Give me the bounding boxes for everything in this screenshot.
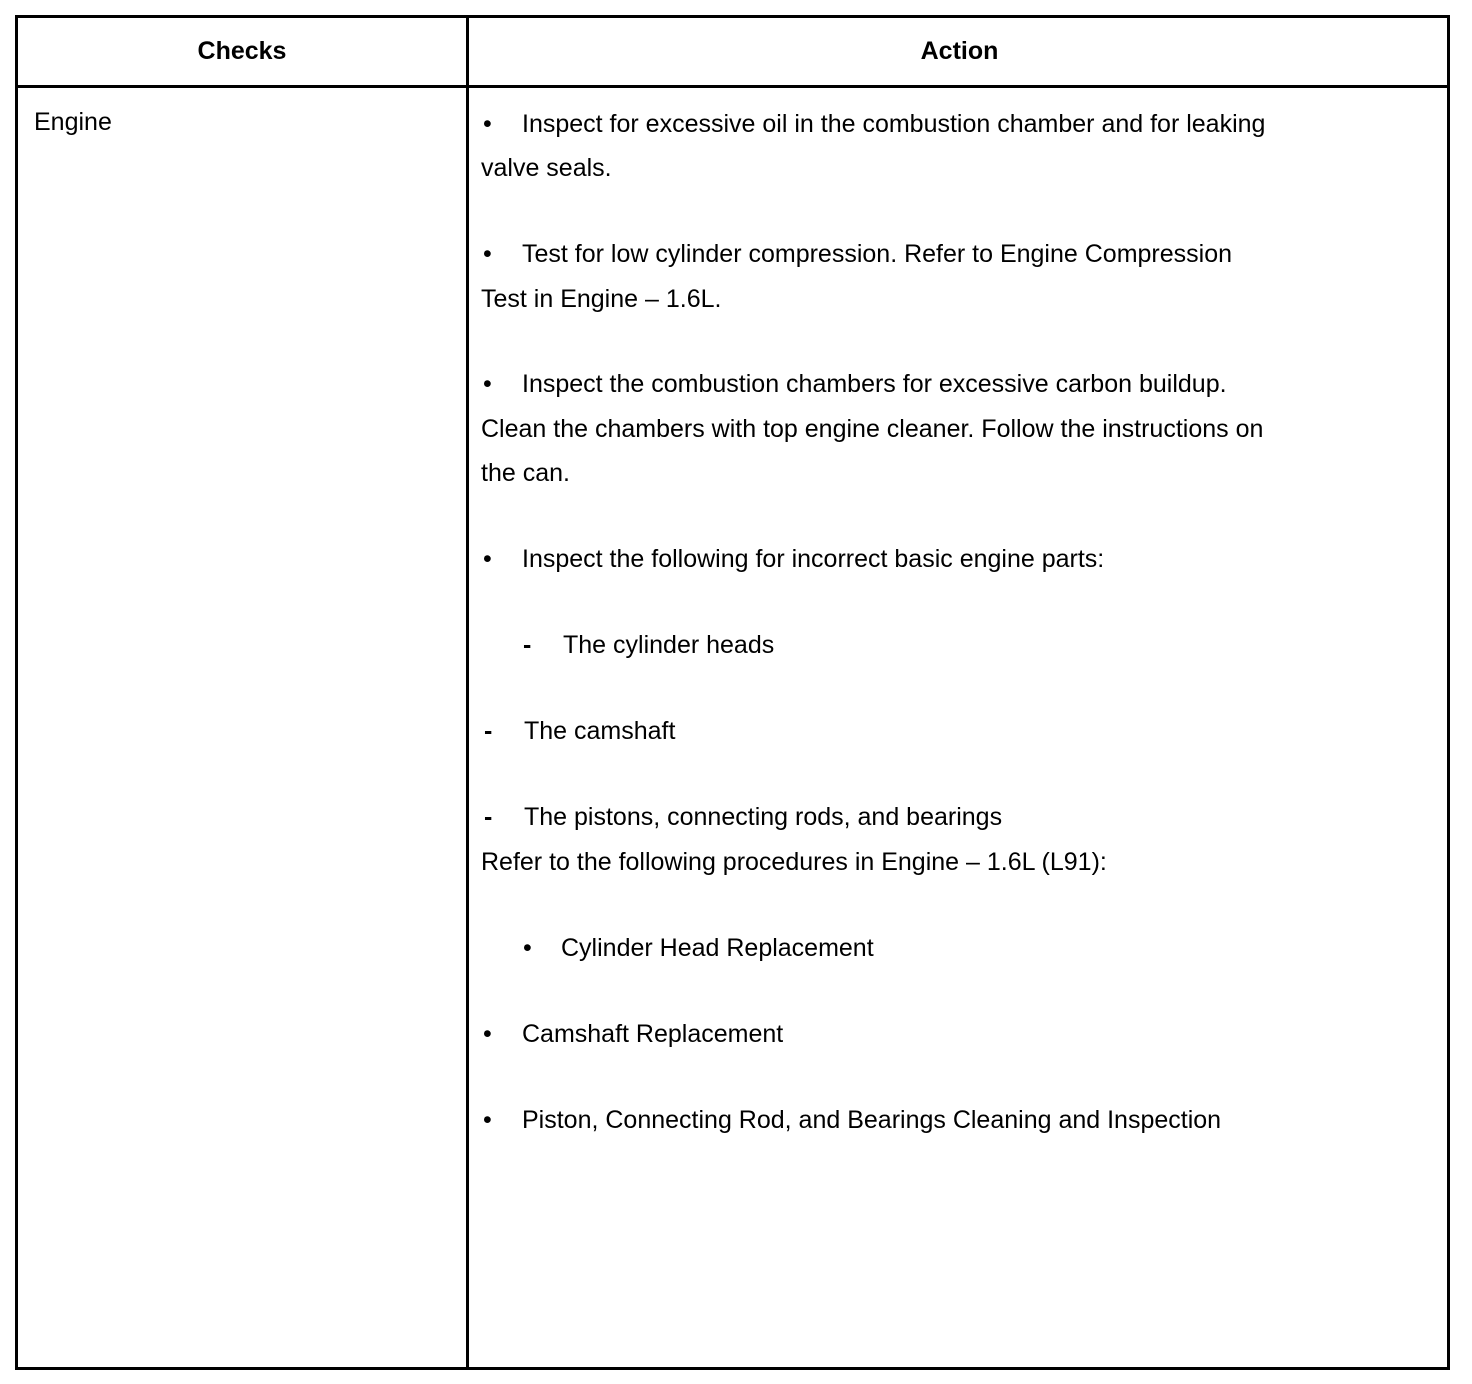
bullet-marker: • <box>483 1020 492 1048</box>
check-cell-engine: Engine <box>34 108 112 136</box>
action-carbon-line-3: the can. <box>481 459 570 487</box>
dash-marker: - <box>484 717 493 745</box>
dash-marker: - <box>484 803 493 831</box>
header-divider <box>18 85 1447 88</box>
dash-marker: - <box>523 631 532 659</box>
action-parts-intro: Inspect the following for incorrect basic engine parts: <box>522 545 1105 573</box>
bullet-marker: • <box>483 545 492 573</box>
bullet-marker: • <box>483 370 492 398</box>
action-carbon-line-1: Inspect the combustion chambers for excessive carbon buildup. <box>522 370 1227 398</box>
procedure-camshaft: Camshaft Replacement <box>522 1020 784 1048</box>
part-cylinder-heads: The cylinder heads <box>563 631 775 659</box>
part-camshaft: The camshaft <box>524 717 676 745</box>
action-compression-line-2: Test in Engine – 1.6L. <box>481 285 722 313</box>
action-oil-line-1: Inspect for excessive oil in the combustion chamber and for leaking <box>522 110 1266 138</box>
bullet-marker: • <box>483 110 492 138</box>
procedures-intro: Refer to the following procedures in Engine – 1.6L (L91): <box>481 848 1107 876</box>
procedure-cylinder-head: Cylinder Head Replacement <box>561 934 874 962</box>
column-header-checks: Checks <box>197 37 287 65</box>
action-oil-line-2: valve seals. <box>481 154 612 182</box>
procedure-piston: Piston, Connecting Rod, and Bearings Cleaning and Inspection <box>522 1106 1222 1134</box>
bullet-marker: • <box>483 240 492 268</box>
column-divider <box>466 18 469 1367</box>
column-header-action: Action <box>920 37 999 65</box>
bullet-marker: • <box>523 934 532 962</box>
part-pistons: The pistons, connecting rods, and bearings <box>524 803 1003 831</box>
action-carbon-line-2: Clean the chambers with top engine cleaner. Follow the instructions on <box>481 415 1264 443</box>
action-compression-line-1: Test for low cylinder compression. Refer to Engine Compression <box>522 240 1233 268</box>
checks-action-table <box>15 15 1450 1370</box>
bullet-marker: • <box>483 1106 492 1134</box>
